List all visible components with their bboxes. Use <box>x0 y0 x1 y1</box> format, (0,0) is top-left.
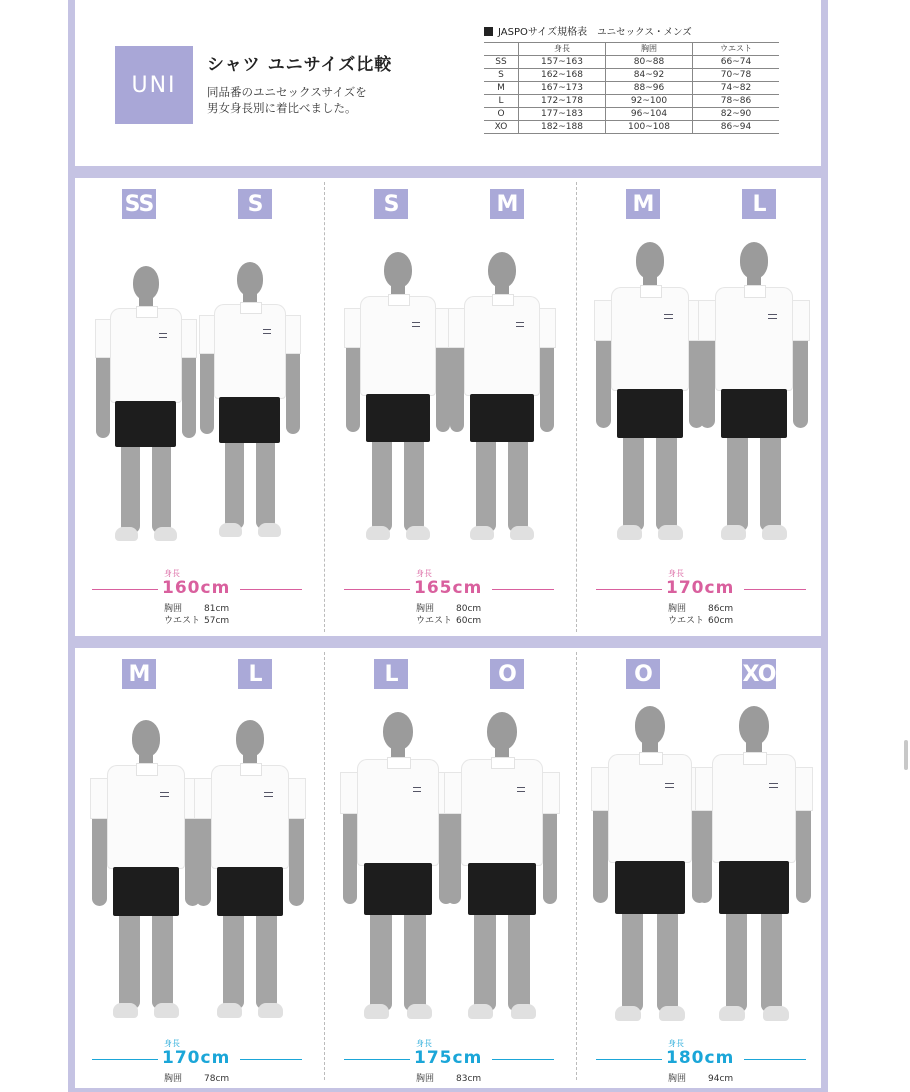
body-measurements <box>416 603 481 627</box>
model-head <box>133 266 160 300</box>
shirt-collar <box>744 285 767 297</box>
table-row <box>484 82 779 95</box>
size-badge: S <box>374 189 408 219</box>
brand-logo-icon <box>263 329 271 334</box>
model-leg <box>476 432 496 532</box>
model-head <box>739 706 770 745</box>
height-rule <box>492 589 554 590</box>
model-shoe <box>468 1004 494 1019</box>
measurement-row <box>668 1073 733 1085</box>
height-rule <box>492 1059 554 1060</box>
height-rule <box>344 1059 410 1060</box>
page-title: シャツ ユニサイズ比較 <box>207 55 393 75</box>
brand-logo-icon <box>517 787 526 792</box>
model-leg <box>119 906 140 1009</box>
table-cell: 80~88 <box>606 56 693 69</box>
size-badge: M <box>122 659 156 689</box>
measurement-value: 78cm <box>204 1074 230 1084</box>
model-shoe <box>366 526 390 540</box>
shirt-collar <box>491 757 514 770</box>
height-value: 180cm <box>666 1048 735 1068</box>
model-head <box>237 262 264 296</box>
measurement-value: 80cm <box>456 604 482 614</box>
table-cell: 162~168 <box>519 69 606 82</box>
model-leg <box>727 428 748 531</box>
model-leg <box>404 432 424 532</box>
shorts <box>364 863 432 914</box>
shirt-collar <box>492 294 514 306</box>
shorts <box>615 861 685 913</box>
column-divider <box>576 182 577 632</box>
model-shoe <box>406 526 430 540</box>
shirt <box>360 296 436 396</box>
shorts <box>719 861 789 913</box>
measurement-label: ウエスト <box>668 616 705 626</box>
model-leg <box>474 904 495 1011</box>
model-shoe <box>364 1004 390 1019</box>
table-cell: 84~92 <box>606 69 693 82</box>
brand-logo-icon <box>768 314 776 319</box>
column-divider <box>576 652 577 1080</box>
model-leg <box>726 903 748 1012</box>
table-cell: O <box>484 108 519 121</box>
shirt <box>214 304 286 399</box>
table-cell: 70~78 <box>693 69 780 82</box>
shirt-collar <box>388 294 410 306</box>
shirt-collar <box>387 757 410 770</box>
shorts <box>470 394 534 442</box>
measurement-row <box>416 1073 481 1085</box>
page-description <box>207 84 367 116</box>
table-cell: S <box>484 69 519 82</box>
model-shoe <box>721 525 746 539</box>
size-badge: O <box>626 659 660 689</box>
shorts <box>366 394 430 442</box>
description-line: 同品番のユニセックスサイズを <box>207 85 367 99</box>
model-head <box>740 242 769 279</box>
shirt <box>464 296 540 396</box>
shirt-collar <box>136 306 157 318</box>
height-caption: 身長 <box>668 1039 684 1048</box>
size-badge: L <box>238 659 272 689</box>
model-head <box>487 712 517 750</box>
size-badge: SS <box>122 189 156 219</box>
height-caption: 身長 <box>164 569 180 578</box>
model-head <box>132 720 161 757</box>
height-caption: 身長 <box>416 1039 432 1048</box>
brand-logo-icon <box>264 792 272 797</box>
model-shoe <box>219 523 242 536</box>
height-caption: 身長 <box>416 569 432 578</box>
shorts <box>115 401 176 447</box>
table-cell: 172~178 <box>519 95 606 108</box>
body-measurements <box>164 603 229 627</box>
height-rule <box>92 589 158 590</box>
table-cell: 177~183 <box>519 108 606 121</box>
model-shoe <box>658 525 683 539</box>
shirt-collar <box>640 285 663 297</box>
column-divider <box>324 652 325 1080</box>
model-shoe <box>217 1003 242 1017</box>
measurement-row <box>164 615 229 627</box>
measurement-value: 60cm <box>708 616 734 626</box>
shirt <box>712 754 795 863</box>
body-measurements <box>164 1073 229 1085</box>
shirt <box>608 754 691 863</box>
table-cell: XO <box>484 121 519 134</box>
model-shoe <box>510 526 534 540</box>
model-leg <box>508 904 529 1011</box>
table-cell: SS <box>484 56 519 69</box>
shorts <box>468 863 536 914</box>
brand-logo-icon <box>412 322 420 327</box>
size-table-subtitle: ユニセックス・メンズ <box>597 27 692 38</box>
model-head <box>384 252 412 288</box>
measurement-label: 胸囲 <box>668 604 687 614</box>
table-row <box>484 56 779 69</box>
height-rule <box>744 589 806 590</box>
height-rule <box>344 589 410 590</box>
scrollbar-thumb[interactable] <box>904 740 908 770</box>
square-bullet-icon <box>484 27 493 36</box>
table-cell: 96~104 <box>606 108 693 121</box>
brand-logo-icon <box>664 314 672 319</box>
model-leg <box>761 903 783 1012</box>
brand-logo-icon <box>665 783 674 788</box>
model-leg <box>508 432 528 532</box>
model-head <box>488 252 516 288</box>
model-shoe <box>407 1004 433 1019</box>
body-measurements <box>416 1073 481 1085</box>
measurement-label: 胸囲 <box>416 604 435 614</box>
model-leg <box>372 432 392 532</box>
table-row <box>484 95 779 108</box>
model-shoe <box>659 1006 685 1021</box>
measurement-label: 胸囲 <box>416 1074 435 1084</box>
brand-logo-icon <box>769 783 778 788</box>
height-caption: 身長 <box>668 569 684 578</box>
table-cell: 66~74 <box>693 56 780 69</box>
model-leg <box>225 434 244 529</box>
shirt-collar <box>136 763 159 775</box>
size-badge: L <box>374 659 408 689</box>
measurement-label: 胸囲 <box>668 1074 687 1084</box>
height-value: 175cm <box>414 1048 483 1068</box>
shirt-collar <box>639 752 663 765</box>
height-rule <box>240 1059 302 1060</box>
table-cell: 167~173 <box>519 82 606 95</box>
table-cell: 74~82 <box>693 82 780 95</box>
measurement-row <box>668 615 733 627</box>
size-badge: XO <box>742 659 776 689</box>
size-table-heading <box>484 23 692 38</box>
table-header-cell: 身長 <box>519 43 606 56</box>
measurement-value: 57cm <box>204 616 230 626</box>
measurement-value: 94cm <box>708 1074 734 1084</box>
model-leg <box>152 906 173 1009</box>
size-badge: M <box>490 189 524 219</box>
model-shoe <box>470 526 494 540</box>
shorts <box>113 867 179 917</box>
model-shoe <box>511 1004 537 1019</box>
measurement-value: 86cm <box>708 604 734 614</box>
shorts <box>617 389 683 439</box>
brand-logo-icon <box>159 333 167 338</box>
shirt <box>357 759 438 866</box>
size-badge: L <box>742 189 776 219</box>
height-rule <box>596 1059 662 1060</box>
model-leg <box>121 438 140 533</box>
measurement-row <box>416 603 481 615</box>
description-line: 男女身長別に着比べました。 <box>207 101 357 115</box>
measurement-value: 60cm <box>456 616 482 626</box>
size-badge: M <box>626 189 660 219</box>
model-head <box>383 712 413 750</box>
model-shoe <box>617 525 642 539</box>
model-shoe <box>113 1003 138 1017</box>
model-shoe <box>115 527 138 540</box>
size-badge: S <box>238 189 272 219</box>
height-rule <box>240 589 302 590</box>
size-badge: O <box>490 659 524 689</box>
measurement-row <box>164 1073 229 1085</box>
measurement-label: 胸囲 <box>164 604 183 614</box>
table-cell: 92~100 <box>606 95 693 108</box>
shorts <box>721 389 787 439</box>
model-shoe <box>719 1006 745 1021</box>
table-header-row <box>484 43 779 56</box>
table-row <box>484 121 779 134</box>
model-leg <box>152 438 171 533</box>
measurement-value: 81cm <box>204 604 230 614</box>
model-leg <box>622 903 644 1012</box>
table-cell: 100~108 <box>606 121 693 134</box>
table-cell: L <box>484 95 519 108</box>
measurement-label: 胸囲 <box>164 1074 183 1084</box>
model-leg <box>404 904 425 1011</box>
shirt <box>110 308 182 403</box>
height-rule <box>92 1059 158 1060</box>
height-rule <box>596 589 662 590</box>
model-head <box>236 720 265 757</box>
height-value: 160cm <box>162 578 231 598</box>
shirt-collar <box>240 302 261 314</box>
uni-badge: UNI <box>115 46 193 124</box>
model-leg <box>223 906 244 1009</box>
shirt <box>611 287 690 390</box>
height-value: 170cm <box>666 578 735 598</box>
table-header-cell: 胸囲 <box>606 43 693 56</box>
column-divider <box>324 182 325 632</box>
height-caption: 身長 <box>164 1039 180 1048</box>
shirt <box>211 765 290 868</box>
jaspo-size-table <box>484 42 779 134</box>
table-cell: 182~188 <box>519 121 606 134</box>
model-shoe <box>258 523 281 536</box>
measurement-row <box>416 615 481 627</box>
table-cell: M <box>484 82 519 95</box>
model-leg <box>370 904 391 1011</box>
table-row <box>484 69 779 82</box>
shirt <box>461 759 542 866</box>
model-shoe <box>763 1006 789 1021</box>
model-shoe <box>762 525 787 539</box>
model-shoe <box>154 1003 179 1017</box>
measurement-label: ウエスト <box>416 616 453 626</box>
table-cell: 157~163 <box>519 56 606 69</box>
brand-logo-icon <box>160 792 168 797</box>
model-leg <box>256 434 275 529</box>
table-cell: 82~90 <box>693 108 780 121</box>
model-leg <box>256 906 277 1009</box>
height-value: 170cm <box>162 1048 231 1068</box>
table-cell: 88~96 <box>606 82 693 95</box>
measurement-value: 83cm <box>456 1074 482 1084</box>
table-header-cell <box>484 43 519 56</box>
shirt <box>715 287 794 390</box>
model-shoe <box>154 527 177 540</box>
measurement-row <box>668 603 733 615</box>
measurement-row <box>164 603 229 615</box>
size-table-title: JASPOサイズ規格表 <box>498 27 588 38</box>
height-value: 165cm <box>414 578 483 598</box>
model-leg <box>623 428 644 531</box>
table-cell: 78~86 <box>693 95 780 108</box>
measurement-label: ウエスト <box>164 616 201 626</box>
brand-logo-icon <box>413 787 422 792</box>
shirt-collar <box>240 763 263 775</box>
body-measurements <box>668 1073 733 1085</box>
body-measurements <box>668 603 733 627</box>
model-head <box>636 242 665 279</box>
shirt <box>107 765 186 868</box>
model-shoe <box>258 1003 283 1017</box>
table-header-cell: ウエスト <box>693 43 780 56</box>
shorts <box>217 867 283 917</box>
shorts <box>219 397 280 443</box>
table-row <box>484 108 779 121</box>
model-leg <box>760 428 781 531</box>
shirt-collar <box>743 752 767 765</box>
height-rule <box>744 1059 806 1060</box>
table-cell: 86~94 <box>693 121 780 134</box>
model-head <box>635 706 666 745</box>
model-leg <box>656 428 677 531</box>
model-leg <box>657 903 679 1012</box>
model-shoe <box>615 1006 641 1021</box>
brand-logo-icon <box>516 322 524 327</box>
